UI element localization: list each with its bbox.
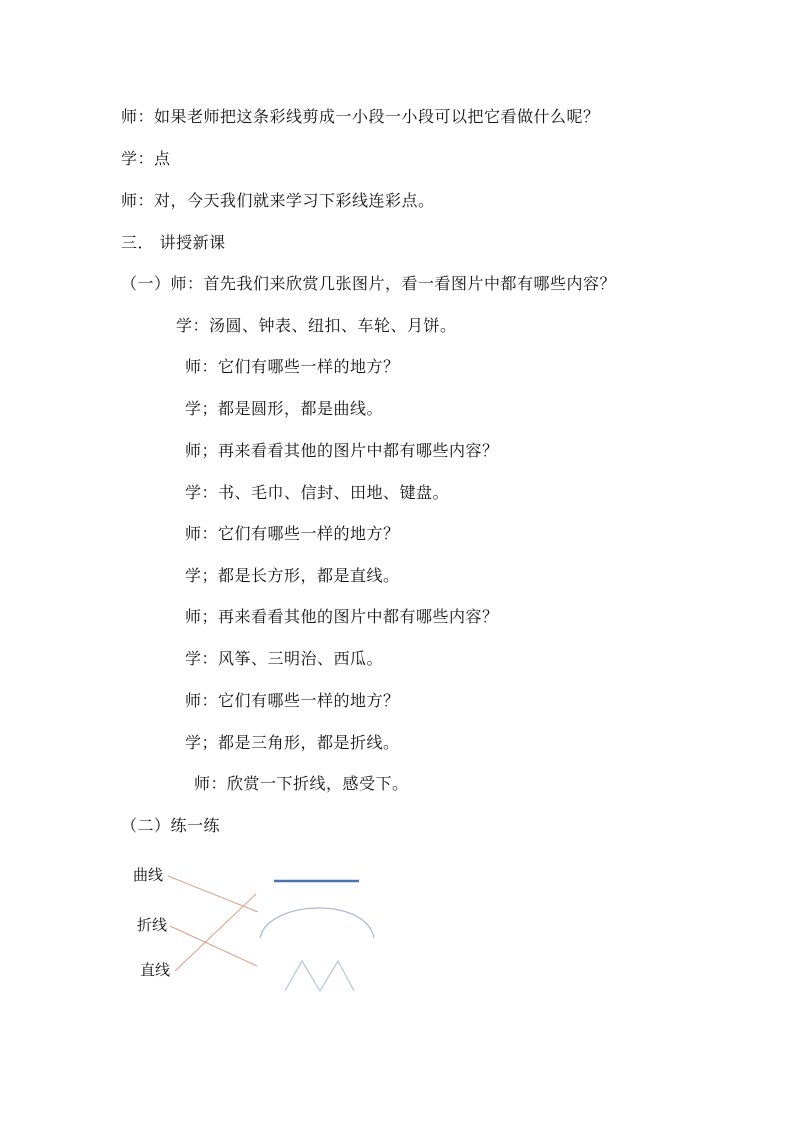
label-polyline: 折线 xyxy=(137,916,168,934)
text-line-10: 学：书、毛巾、信封、田地、键盘。 xyxy=(185,483,450,502)
text-line-7: 师：它们有哪些一样的地方？ xyxy=(185,357,400,376)
text-line-14: 学：风筝、三明治、西瓜。 xyxy=(185,649,384,668)
text-line-9: 师；再来看看其他的图片中都有哪些内容？ xyxy=(185,441,499,460)
text-line-1: 师：如果老师把这条彩线剪成一小段一小段可以把它看做什么呢？ xyxy=(121,107,600,126)
text-line-15: 师：它们有哪些一样的地方？ xyxy=(185,691,400,710)
text-line-17: 师：欣赏一下折线，感受下。 xyxy=(194,774,409,793)
text-line-6: 学：汤圆、钟表、纽扣、车轮、月饼。 xyxy=(176,316,457,335)
text-line-8: 学；都是圆形，都是曲线。 xyxy=(185,399,384,418)
text-line-12: 学；都是长方形，都是直线。 xyxy=(185,566,400,585)
connector-curve-to-arc xyxy=(168,876,258,912)
connector-polyline-to-zigzag xyxy=(170,926,257,966)
text-line-2: 学：点 xyxy=(121,149,171,168)
section-heading-3: 三． 讲授新课 xyxy=(121,233,226,252)
curve-arc-shape xyxy=(260,908,374,938)
label-straight: 直线 xyxy=(140,961,171,979)
text-line-13: 师；再来看看其他的图片中都有哪些内容？ xyxy=(185,607,499,626)
text-line-16: 学；都是三角形，都是折线。 xyxy=(185,733,400,752)
text-line-11: 师：它们有哪些一样的地方？ xyxy=(185,524,400,543)
text-line-3: 师：对，今天我们就来学习下彩线连彩点。 xyxy=(121,191,435,210)
subsection-1-intro: （一）师：首先我们来欣赏几张图片，看一看图片中都有哪些内容？ xyxy=(121,274,617,293)
subsection-2-heading: （二）练一练 xyxy=(121,816,221,835)
label-curve: 曲线 xyxy=(133,866,164,884)
zigzag-shape xyxy=(285,961,354,991)
